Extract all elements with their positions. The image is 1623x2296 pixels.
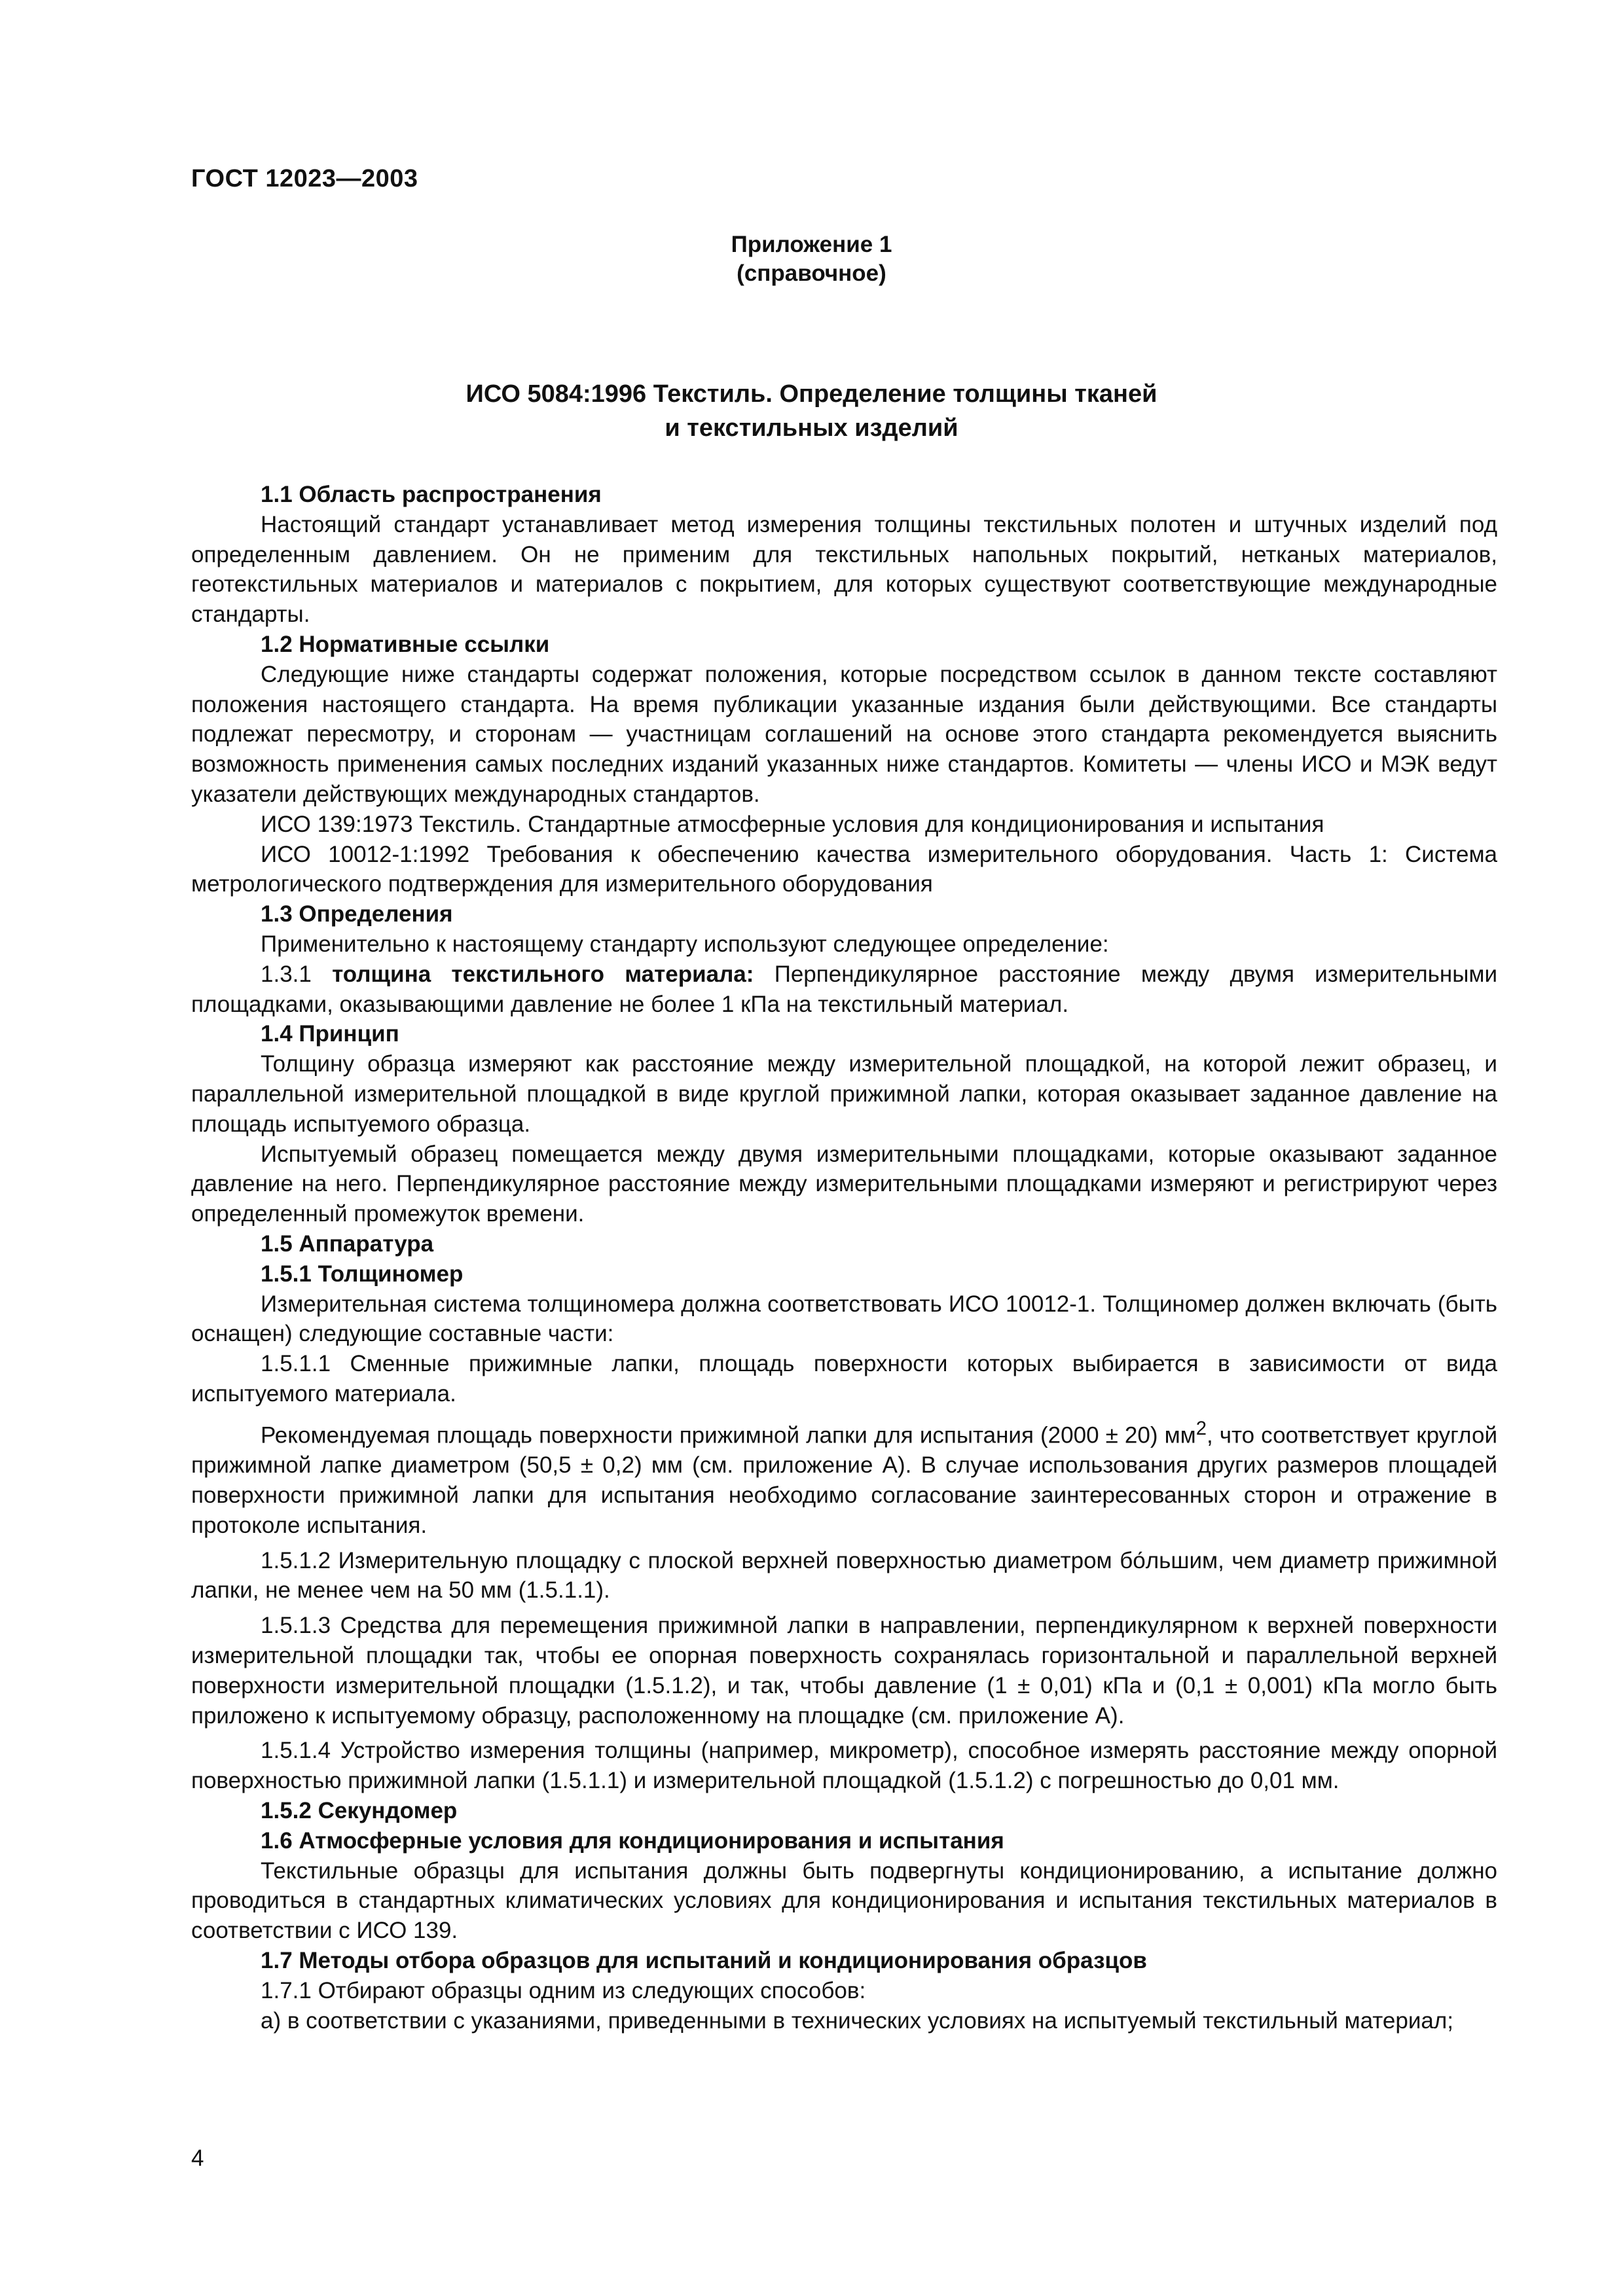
document-body: [191, 480, 1497, 2036]
paragraph-scope: Настоящий стандарт устанавливает метод измерения толщины текстильных полотен и штучных изделий под определенным давлением. Он не применим для текстильных напольных покрытий, нетканых материалов, геотекстильных материалов и материалов с покрытием, для которых существуют соответствующие международные стандарты.: [191, 511, 1497, 628]
annex-status: (справочное): [737, 260, 886, 286]
section-heading-scope: 1.1 Область распространения: [261, 482, 602, 507]
section-heading-apparatus: 1.5 Аппаратура: [261, 1230, 434, 1257]
page-number: 4: [191, 2145, 204, 2171]
reference-iso-10012: ИСО 10012-1:1992 Требования к обеспечению качества измерительного оборудования. Часть 1: Система метрологического подтверждения для измерительного оборудования: [191, 841, 1497, 897]
section-heading-definitions: 1.3 Определения: [261, 901, 453, 927]
note-text-part-2: , что соответствует круглой прижимной лапке диаметром (50,5 ± 0,2) мм (см. приложение А). В случае использования других размеров площадей поверхности прижимной лапки для испытания необходимо согласование заинтересованных сторон и отражение в протоколе испытания.: [191, 1422, 1497, 1538]
standard-title-line-2: и текстильных изделий: [665, 414, 958, 442]
section-heading-normative-refs: 1.2 Нормативные ссылки: [261, 631, 550, 657]
note-presser-foot-area: [191, 1414, 1497, 1541]
section-heading-atmosphere: 1.6 Атмосферные условия для кондиционирования и испытания: [261, 1827, 1004, 1854]
reference-iso-139: ИСО 139:1973 Текстиль. Стандартные атмосферные условия для кондиционирования и испытания: [261, 811, 1324, 837]
item-sampling-a: а) в соответствии с указаниями, приведенными в технических условиях на испытуемый текстильный материал;: [261, 2007, 1454, 2034]
item-thickness-device: 1.5.1.4 Устройство измерения толщины (например, микрометр), способное измерять расстояние между опорной поверхностью прижимной лапки (1.5.1.1) и измерительной площадкой (1.5.1.2) с погрешностью до 0,01 мм.: [191, 1738, 1497, 1794]
note-superscript: 2: [1195, 1418, 1207, 1439]
definition-thickness: [191, 960, 1497, 1020]
section-heading-principle: 1.4 Принцип: [261, 1021, 399, 1047]
definition-term: толщина текстильного материала:: [332, 961, 754, 987]
annex-title: Приложение 1: [731, 232, 892, 257]
paragraph-thickness-gauge: Измерительная система толщиномера должна соответствовать ИСО 10012-1. Толщиномер должен включать (быть оснащен) следующие составные части:: [191, 1291, 1497, 1347]
item-sampling-methods: 1.7.1 Отбирают образцы одним из следующих способов:: [261, 1977, 866, 2003]
item-measuring-platform: 1.5.1.2 Измерительную площадку с плоской верхней поверхностью диаметром бо́льшим, чем диаметр прижимной лапки, не менее чем на 50 мм (1.5.1.1).: [191, 1547, 1497, 1604]
document-id-header: ГОСТ 12023—2003: [191, 165, 418, 192]
paragraph-principle-1: Толщину образца измеряют как расстояние между измерительной площадкой, на которой лежит образец, и параллельной измерительной площадкой в виде круглой прижимной лапки, которая оказывает заданное давление на площадь испытуемого образца.: [191, 1051, 1497, 1137]
note-text-part-1: Рекомендуемая площадь поверхности прижимной лапки для испытания (2000 ± 20) мм: [261, 1422, 1196, 1448]
paragraph-definitions: Применительно к настоящему стандарту используют следующее определение:: [261, 931, 1109, 957]
annex-label: [0, 230, 1623, 288]
item-moving-means: 1.5.1.3 Средства для перемещения прижимной лапки в направлении, перпендикулярном к верхней поверхности измерительной площадки так, чтобы ее опорная поверхность сохранялась горизонтальной и параллельной верхней поверхности измерительной площадки (1.5.1.2), и так, чтобы давление (1 ± 0,01) кПа и (0,1 ± 0,001) кПа могло быть приложено к испытуемому образцу, расположенному на площадке (см. приложение А).: [191, 1613, 1497, 1729]
subsection-heading-stopwatch: 1.5.2 Секундомер: [261, 1797, 458, 1823]
subsection-heading-thickness-gauge: 1.5.1 Толщиномер: [261, 1261, 464, 1287]
paragraph-normative-refs: Следующие ниже стандарты содержат положения, которые посредством ссылок в данном тексте составляют положения настоящего стандарта. На время публикации указанные издания были действующими. Все стандарты подлежат пересмотру, и сторонам — участницам соглашений на основе этого стандарта рекомендуется выяснить возможность применения самых последних изданий указанных ниже стандартов. Комитеты — члены ИСО и МЭК ведут указатели действующих международных стандартов.: [191, 661, 1497, 807]
item-presser-feet: 1.5.1.1 Сменные прижимные лапки, площадь поверхности которых выбирается в зависимости от вида испытуемого материала.: [191, 1351, 1497, 1407]
paragraph-atmosphere: Текстильные образцы для испытания должны быть подвергнуты кондиционированию, а испытание должно проводиться в стандартных климатических условиях для кондиционирования и испытания текстильных материалов в соответствии с ИСО 139.: [191, 1857, 1497, 1944]
definition-text: Перпендикулярное расстояние между двумя измерительными площадками, оказывающими давление не более 1 кПа на текстильный материал.: [191, 961, 1497, 1017]
standard-title: [0, 377, 1623, 445]
standard-title-line-1: ИСО 5084:1996 Текстиль. Определение толщины тканей: [465, 380, 1158, 408]
section-heading-sampling: 1.7 Методы отбора образцов для испытаний и кондиционирования образцов: [261, 1947, 1147, 1973]
definition-number: 1.3.1: [261, 961, 312, 987]
paragraph-principle-2: Испытуемый образец помещается между двумя измерительными площадками, которые оказывают заданное давление на него. Перпендикулярное расстояние между измерительными площадками измеряют и регистрируют через определенный промежуток времени.: [191, 1141, 1497, 1227]
